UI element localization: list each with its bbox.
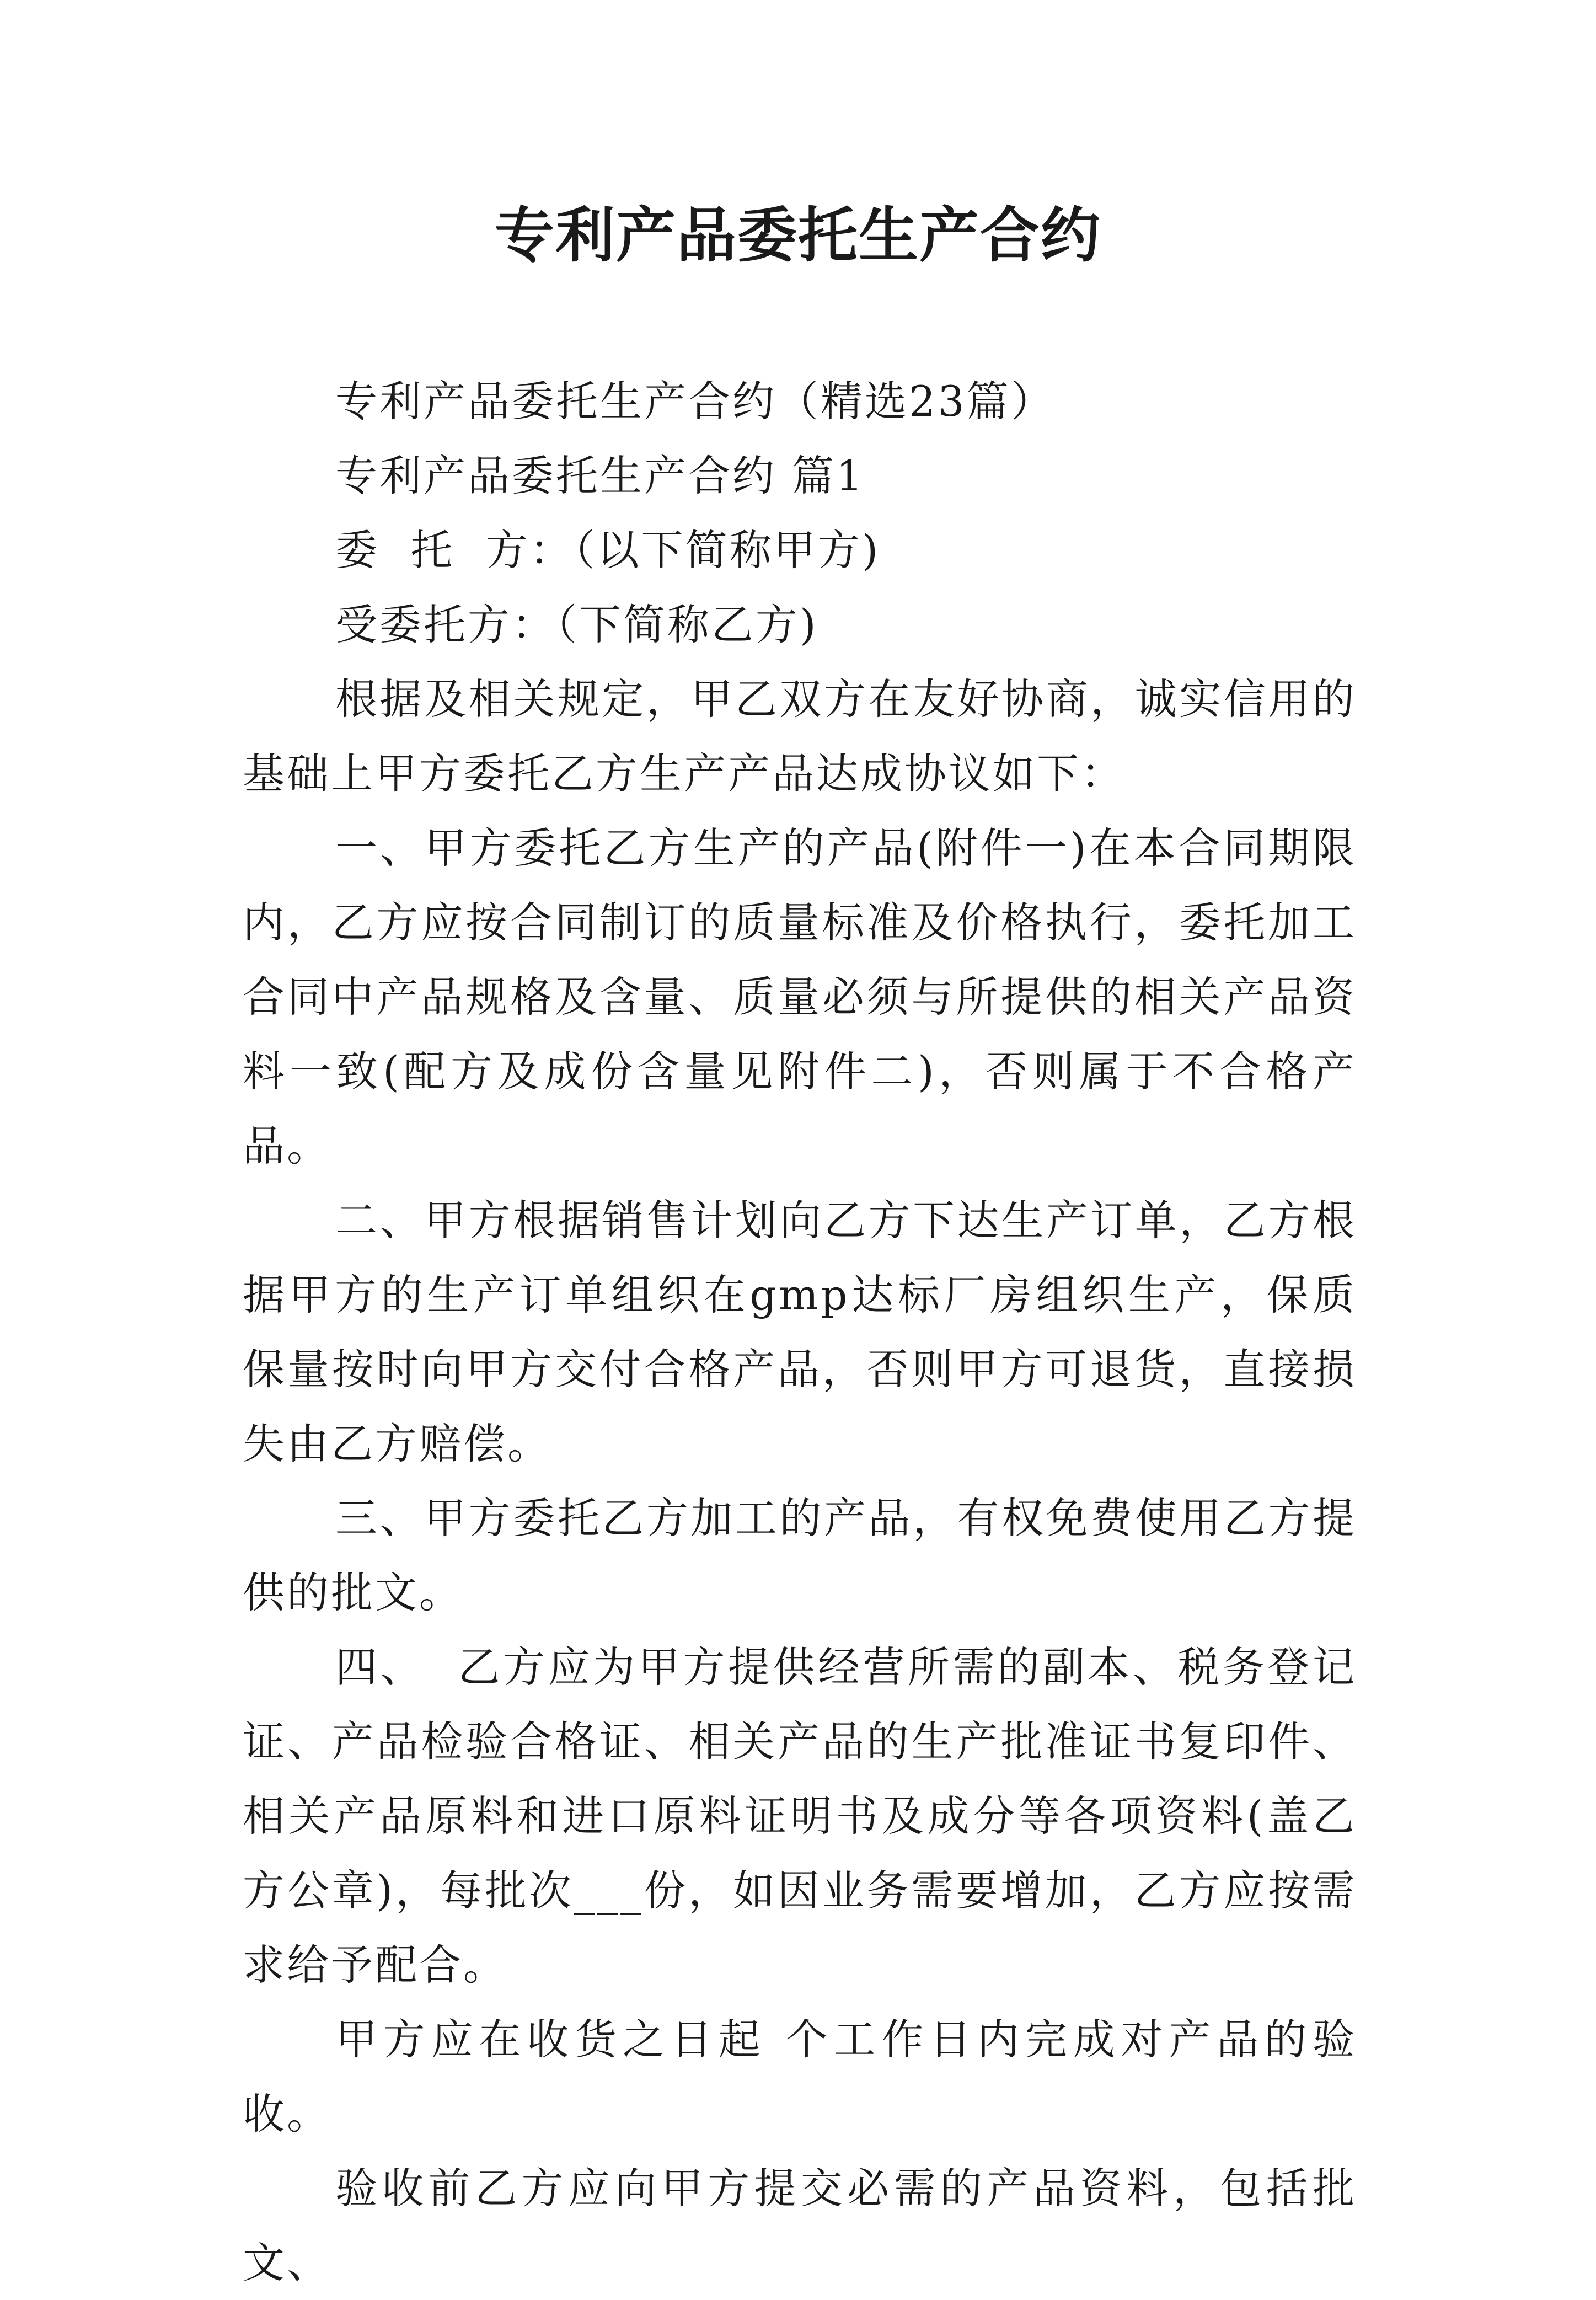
paragraph-subtitle: 专利产品委托生产合约（精选23篇）: [335, 377, 1055, 426]
paragraph-clause-4: 四、 乙方应为甲方提供经营所需的副本、税务登记证、产品检验合格证、相关产品的生产批准证书复印件、相关产品原料和进口原料证明书及成分等各项资料(盖乙方公章)，每批次___份，如因业务需要增加，乙方应按需求给予配合。: [243, 1643, 1357, 1989]
paragraph-clause-2: 二、甲方根据销售计划向乙方下达生产订单，乙方根据甲方的生产订单组织在gmp达标厂房组织生产，保质保量按时向甲方交付合格产品，否则甲方可退货，直接损失由乙方赔偿。: [243, 1196, 1357, 1468]
paragraph-clause-3: 三、甲方委托乙方加工的产品，有权免费使用乙方提供的批文。: [243, 1494, 1357, 1617]
paragraph-contractor-party: 受委托方：（下简称乙方): [335, 600, 818, 649]
paragraph-acceptance: 甲方应在收货之日起 个工作日内完成对产品的验收。: [243, 2015, 1357, 2138]
paragraph-client-party: 委 托 方：（以下简称甲方): [335, 526, 881, 575]
paragraph-section-heading: 专利产品委托生产合约 篇1: [335, 451, 865, 500]
paragraph-preamble: 根据及相关规定，甲乙双方在友好协商，诚实信用的基础上甲方委托乙方生产产品达成协议如下：: [243, 675, 1357, 798]
paragraph-clause-1: 一、甲方委托乙方生产的产品(附件一)在本合同期限内，乙方应按合同制订的质量标准及价格执行，委托加工合同中产品规格及含量、质量必须与所提供的相关产品资料一致(配方及成份含量见附件二)，否则属于不合格产品。: [243, 823, 1357, 1170]
document-title: 专利产品委托生产合约: [494, 201, 1101, 270]
document-body: [243, 364, 1357, 2300]
paragraph-documents: 验收前乙方应向甲方提交必需的产品资料，包括批文、: [243, 2164, 1357, 2287]
